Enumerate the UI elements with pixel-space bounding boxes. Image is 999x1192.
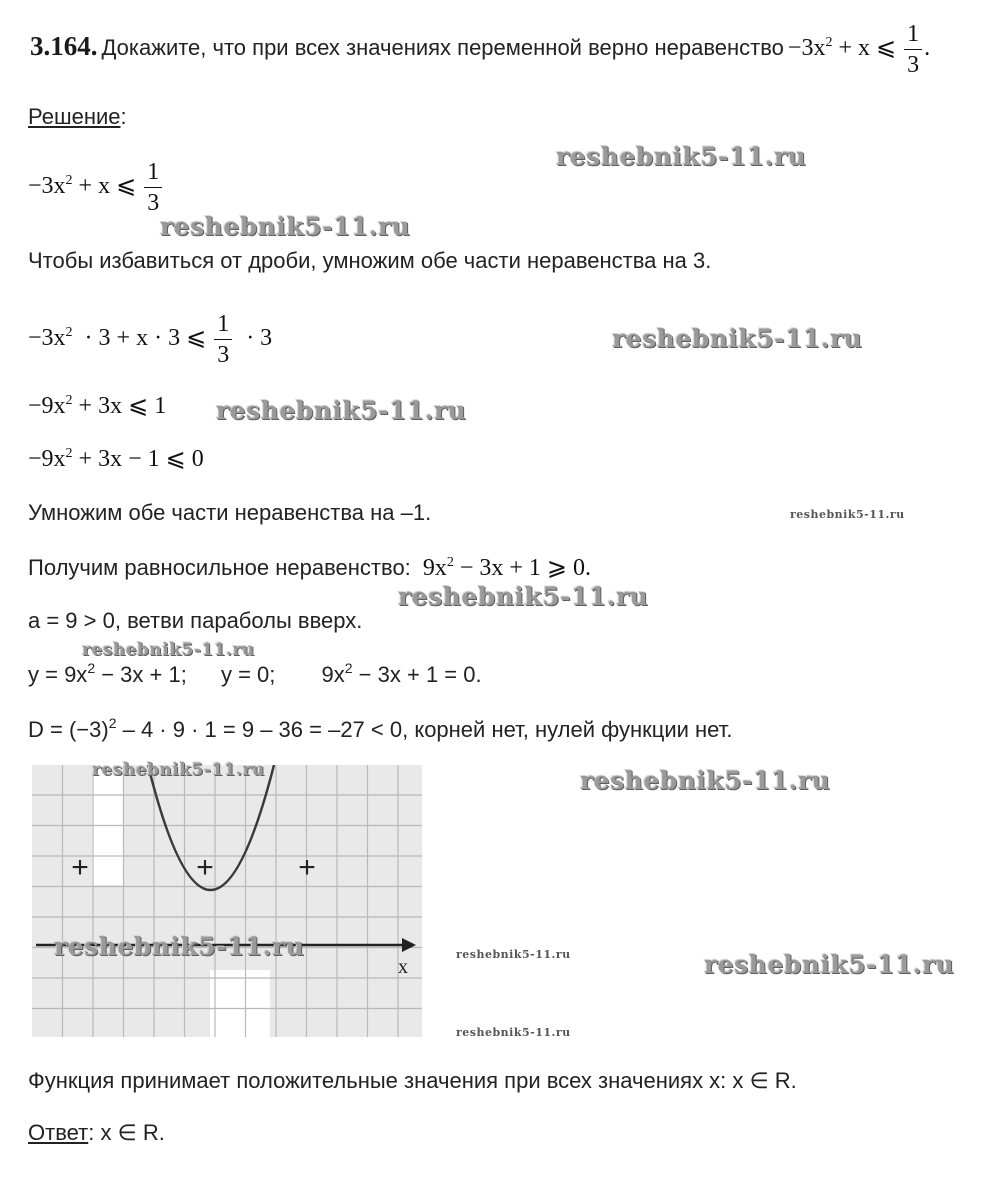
watermark: reshebnik5-11.ru xyxy=(456,1026,571,1039)
watermark: reshebnik5-11.ru xyxy=(612,324,863,353)
sign-plus-center: + xyxy=(196,851,214,884)
problem-text: Докажите, что при всех значениях переменной верно неравенство xyxy=(101,35,784,61)
watermark: reshebnik5-11.ru xyxy=(216,396,467,425)
step2-inequality: $-3x^2 \cdot 3 + x \cdot 3$ ⩽ $\frac{1}{3}$ · 3 xyxy=(28,311,273,368)
step3-inequality: $-9x^2 + 3x$ ⩽ 1 xyxy=(28,393,167,419)
watermark: reshebnik5-11.ru xyxy=(790,508,905,521)
parabola-graph xyxy=(32,765,422,1037)
watermark: reshebnik5-11.ru xyxy=(398,582,649,611)
text-remove-fraction: Чтобы избавиться от дроби, умножим обе части неравенства на 3. xyxy=(28,248,712,273)
watermark: reshebnik5-11.ru xyxy=(54,932,305,961)
problem-inequality: $-3x^2 + x$ ⩽ $\frac{1}{3}$ . xyxy=(787,21,931,78)
function-line: $y = 9x^2 - 3x + 1$; y = 0; $9x^2 - 3x + 1 = 0$. xyxy=(28,660,482,687)
discriminant-line: $D = (-3)^2 - 4 \cdot 9 \cdot 1 = 9 - 36 = -27 < 0$, корней нет, нулей функции нет. xyxy=(28,715,733,742)
conclusion: Функция принимает положительные значения при всех значениях x: x ∈ R. xyxy=(28,1068,797,1093)
watermark: reshebnik5-11.ru xyxy=(580,766,831,795)
equivalent-inequality: Получим равносильное неравенство: $9x^2 - 3x + 1$ ⩾ 0. xyxy=(28,555,591,581)
step4-inequality: $-9x^2 + 3x - 1$ ⩽ 0 xyxy=(28,446,204,472)
watermark: reshebnik5-11.ru xyxy=(556,142,807,171)
watermark: reshebnik5-11.ru xyxy=(92,760,265,780)
sign-plus-right: + xyxy=(298,851,316,884)
x-axis-label: x xyxy=(398,956,408,978)
answer: Ответ: x ∈ R. xyxy=(28,1120,165,1145)
text-multiply: Умножим обе части неравенства на –1. xyxy=(28,500,432,525)
problem-statement xyxy=(30,22,930,77)
watermark: reshebnik5-11.ru xyxy=(456,948,571,961)
watermark: reshebnik5-11.ru xyxy=(160,212,411,241)
branches-text: a = 9 > 0, ветви параболы вверх. xyxy=(28,608,363,633)
problem-number: 3.164. xyxy=(30,31,98,62)
fraction-one-third: $\frac{1}{3}$ xyxy=(904,22,922,77)
step1-inequality: $-3x^2 + x$ ⩽ $\frac{1}{3}$ xyxy=(28,160,164,215)
watermark: reshebnik5-11.ru xyxy=(82,640,255,660)
graph-blank-patch xyxy=(210,970,270,1037)
solution-heading: Решение: xyxy=(28,104,127,129)
watermark: reshebnik5-11.ru xyxy=(704,950,955,979)
sign-plus-left: + xyxy=(71,851,89,884)
